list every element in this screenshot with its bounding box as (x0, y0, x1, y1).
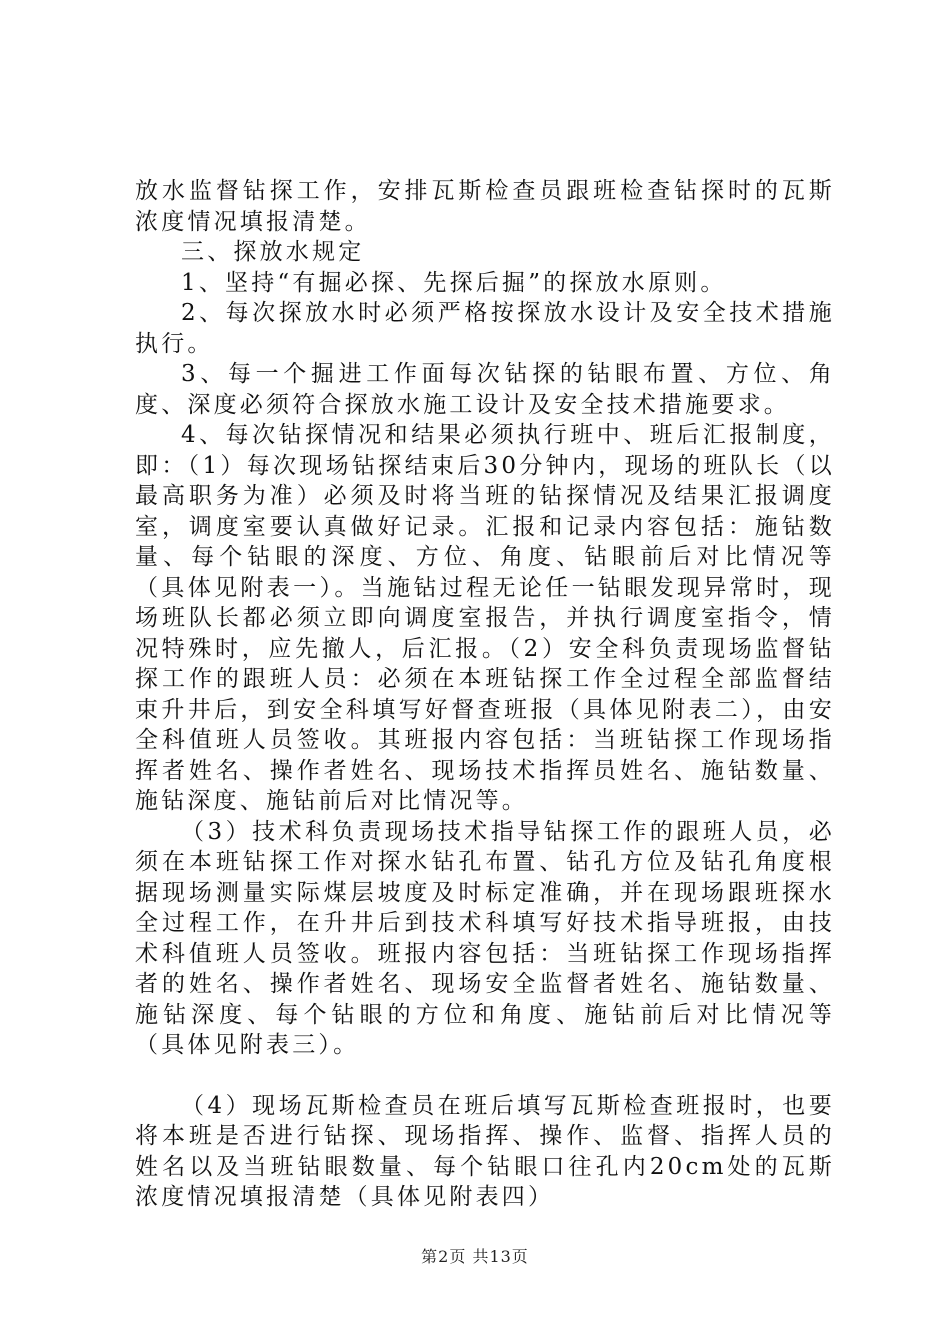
rule-item-3: 3、每一个掘进工作面每次钻探的钻眼布置、方位、角度、深度必须符合探放水施工设计及安全技术措施要求。 (135, 361, 835, 418)
rule-item-1: 1、坚持“有掘必探、先探后掘”的探放水原则。 (181, 269, 727, 296)
rule-item-4-sub-4: （4）现场瓦斯检查员在班后填写瓦斯检查班报时，也要将本班是否进行钻探、现场指挥、操作、监督、指挥人员的姓名以及当班钻眼数量、每个钻眼口往孔内20cm处的瓦斯浓度情况填报清楚（具体见附表四） (135, 1092, 835, 1210)
rule-item-4-sub-3: （3）技术科负责现场技术指导钻探工作的跟班人员，必须在本班钻探工作对探水钻孔布置、钻孔方位及钻孔角度根据现场测量实际煤层坡度及时标定准确，并在现场跟班探水全过程工作，在升井后到技术科填写好技术指导班报，由技术科值班人员签收。班报内容包括：当班钻探工作现场指挥者的姓名、操作者姓名、现场安全监督者姓名、施钻数量、施钻深度、每个钻眼的方位和角度、施钻前后对比情况等（具体见附表三）。 (135, 818, 835, 1058)
paragraph-continuation: 放水监督钻探工作，安排瓦斯检查员跟班检查钻探时的瓦斯浓度情况填报清楚。 (135, 178, 835, 235)
page-number: 第2页 共13页 (421, 1247, 529, 1266)
rule-item-2: 2、每次探放水时必须严格按探放水设计及安全技术措施执行。 (135, 300, 835, 357)
document-body (135, 176, 835, 1213)
section-heading: 三、探放水规定 (181, 239, 365, 265)
rule-item-4: 4、每次钻探情况和结果必须执行班中、班后汇报制度，即：（1）每次现场钻探结束后30分钟内，现场的班队长（以最高职务为准）必须及时将当班的钻探情况及结果汇报调度室，调度室要认真做好记录。汇报和记录内容包括：施钻数量、每个钻眼的深度、方位、角度、钻眼前后对比情况等（具体见附表一）。当施钻过程无论任一钻眼发现异常时，现场班队长都必须立即向调度室报告，并执行调度室指令，情况特殊时，应先撤人，后汇报。（2）安全科负责现场监督钻探工作的跟班人员：必须在本班钻探工作全过程全部监督结束升井后，到安全科填写好督查班报（具体见附表二），由安全科值班人员签收。其班报内容包括：当班钻探工作现场指挥者姓名、操作者姓名、现场技术指挥员姓名、施钻数量、施钻深度、施钻前后对比情况等。 (135, 422, 835, 814)
